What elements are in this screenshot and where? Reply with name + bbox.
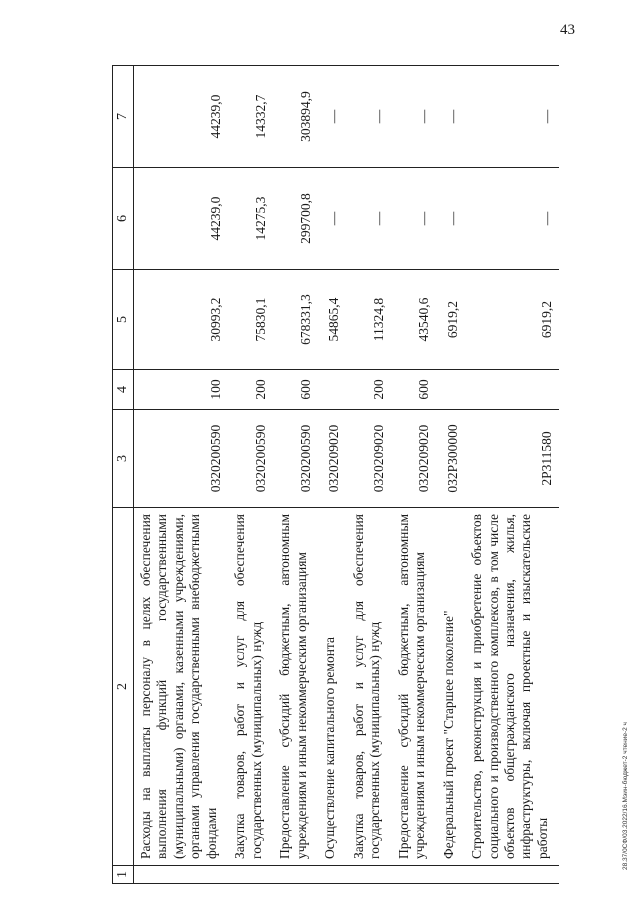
column-header: 7 (113, 66, 134, 168)
value-col6: — (465, 168, 559, 270)
value-col5: 54865,4 (318, 270, 346, 370)
value-col5: 678331,3 (273, 270, 318, 370)
value-col7: 303894,9 (273, 66, 318, 168)
target-code: 0320200590 (134, 410, 229, 508)
value-col6: 14275,3 (228, 168, 273, 270)
value-col7: — (392, 66, 437, 168)
expense-type: 600 (273, 370, 318, 410)
value-col7: — (465, 66, 559, 168)
page-number: 43 (560, 22, 575, 38)
row-description: Закупка товаров, работ и услуг для обеспечения государственных (муниципальных) нужд (347, 508, 392, 866)
value-col7: — (318, 66, 346, 168)
expense-type: 600 (392, 370, 437, 410)
row-index-cell (318, 866, 346, 884)
row-index-cell (392, 866, 437, 884)
table-row (273, 66, 318, 884)
table-row (347, 66, 392, 884)
row-index-cell (273, 866, 318, 884)
expense-type (318, 370, 346, 410)
target-code: 0320200590 (273, 410, 318, 508)
row-index-cell (437, 866, 465, 884)
column-header: 4 (113, 370, 134, 410)
table-row (437, 66, 465, 884)
target-code: 2P311580 (465, 410, 559, 508)
document-footer-note: 28.37/0СФ/03.2022/16.Мэин-бюджет-2 чтение-2 ч (622, 722, 629, 870)
expense-type (465, 370, 559, 410)
column-header: 2 (113, 508, 134, 866)
expense-type: 100 (134, 370, 229, 410)
column-header: 6 (113, 168, 134, 270)
budget-table (112, 65, 559, 884)
value-col7: 14332,7 (228, 66, 273, 168)
expense-type (437, 370, 465, 410)
value-col5: 11324,8 (347, 270, 392, 370)
value-col7: — (347, 66, 392, 168)
column-header: 1 (113, 866, 134, 884)
column-header: 5 (113, 270, 134, 370)
target-code: 0320200590 (228, 410, 273, 508)
value-col6: — (437, 168, 465, 270)
value-col5: 30993,2 (134, 270, 229, 370)
row-index-cell (228, 866, 273, 884)
value-col6: 299700,8 (273, 168, 318, 270)
table-header-row (113, 66, 134, 884)
target-code: 032P300000 (437, 410, 465, 508)
expense-type: 200 (347, 370, 392, 410)
rotated-table-container (112, 66, 554, 884)
value-col5: 6919,2 (437, 270, 465, 370)
table-row (318, 66, 346, 884)
value-col7: 44239,0 (134, 66, 229, 168)
target-code: 0320209020 (347, 410, 392, 508)
target-code: 0320209020 (318, 410, 346, 508)
value-col6: — (347, 168, 392, 270)
row-description: Предоставление субсидий бюджетным, автономным учреждениям и иным некоммерческим организациям (273, 508, 318, 866)
row-description: Строительство, реконструкция и приобретение объектов социального и производственного комплексов, в том числе объектов общегражданского назначения, жилья, инфраструктуры, включая проектные и изыскательские работы (465, 508, 559, 866)
value-col7: — (437, 66, 465, 168)
target-code: 0320209020 (392, 410, 437, 508)
row-index-cell (465, 866, 559, 884)
value-col6: 44239,0 (134, 168, 229, 270)
value-col6: — (318, 168, 346, 270)
value-col5: 43540,6 (392, 270, 437, 370)
row-description: Осуществление капитального ремонта (318, 508, 346, 866)
value-col5: 6919,2 (465, 270, 559, 370)
row-index-cell (347, 866, 392, 884)
row-description: Предоставление субсидий бюджетным, автономным учреждениям и иным некоммерческим организациям (392, 508, 437, 866)
row-description: Федеральный проект "Старшее поколение" (437, 508, 465, 866)
table-row (465, 66, 559, 884)
table-row (392, 66, 437, 884)
value-col5: 75830,1 (228, 270, 273, 370)
table-row (228, 66, 273, 884)
table-row (134, 66, 229, 884)
row-description: Расходы на выплаты персоналу в целях обеспечения выполнения функций государственными (муниципальными) органами, казенными учреждениями, органами управления государственными внебюджетными фондами (134, 508, 229, 866)
expense-type: 200 (228, 370, 273, 410)
value-col6: — (392, 168, 437, 270)
column-header: 3 (113, 410, 134, 508)
row-index-cell (134, 866, 229, 884)
row-description: Закупка товаров, работ и услуг для обеспечения государственных (муниципальных) нужд (228, 508, 273, 866)
